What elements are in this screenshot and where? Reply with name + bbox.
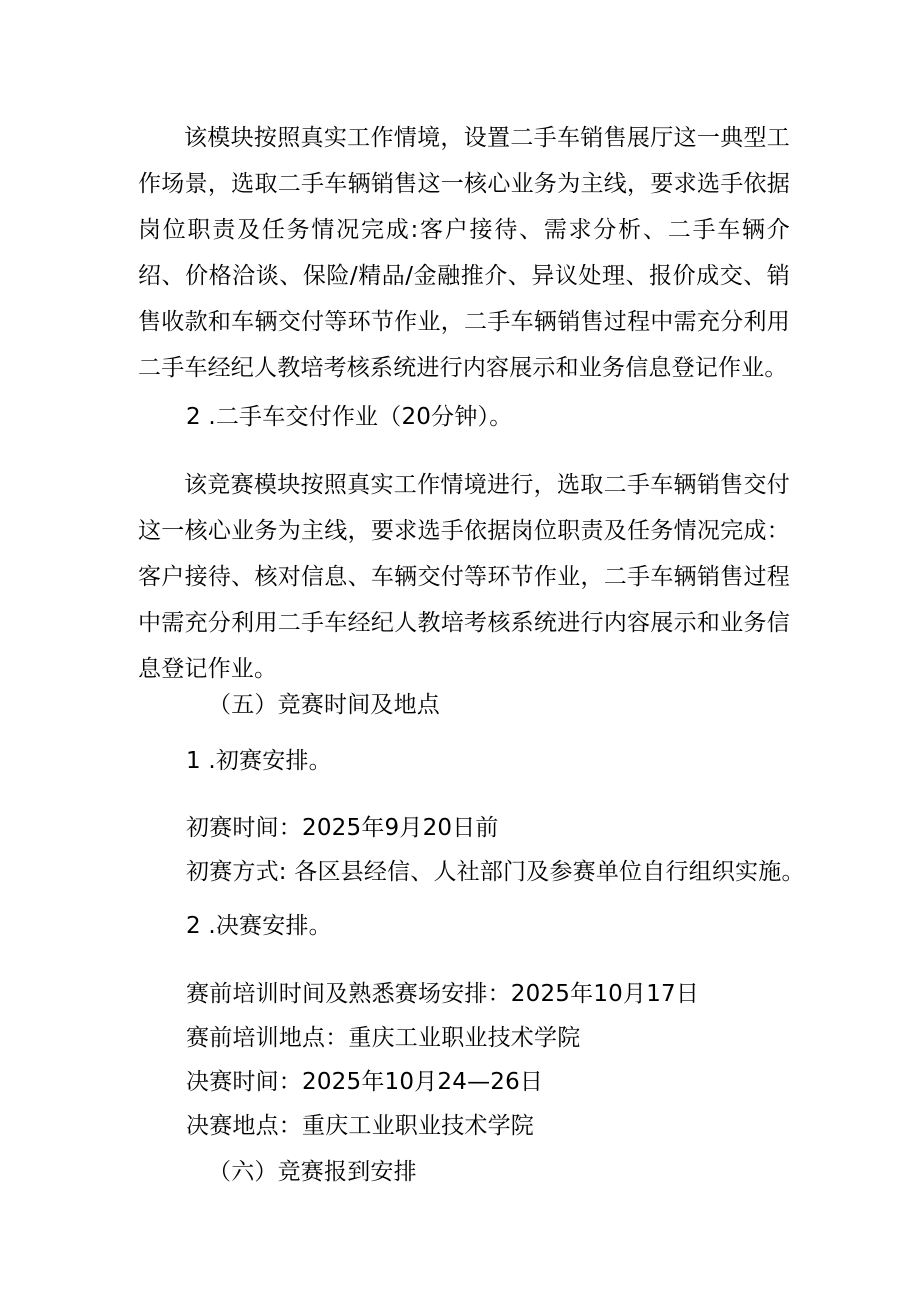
preliminary-arrangement-heading: 1 .初赛安排。 — [186, 748, 332, 774]
preliminary-method-line: 初赛方式: 各区县经信、人社部门及参赛单位自行组织实施。 — [186, 859, 805, 885]
section-5-heading: （五）竞赛时间及地点 — [208, 692, 440, 718]
final-time-line: 决赛时间：2025年10月24—26日 — [186, 1069, 544, 1095]
final-arrangement-heading: 2 .决赛安排。 — [186, 913, 332, 939]
preliminary-time-line: 初赛时间：2025年9月20日前 — [186, 815, 499, 841]
module-description-paragraph: 该模块按照真实工作情境，设置二手车销售展厅这一典型工作场景，选取二手车辆销售这一核心业务为主线，要求选手依据岗位职责及任务情况完成:客户接待、需求分析、二手车辆介绍、价格洽谈、保险/精品/金融推介、异议处理、报价成交、销售收款和车辆交付等环节作业，二手车辆销售过程中需充分利用二手车经纪人教培考核系统进行内容展示和业务信息登记作业。 — [138, 125, 790, 381]
training-time-line: 赛前培训时间及熟悉赛场安排：2025年10月17日 — [186, 981, 700, 1007]
section-6-heading: （六）竞赛报到安排 — [208, 1159, 417, 1185]
delivery-module-paragraph: 该竞赛模块按照真实工作情境进行，选取二手车辆销售交付这一核心业务为主线，要求选手依据岗位职责及任务情况完成：客户接待、核对信息、车辆交付等环节作业，二手车辆销售过程中需充分利用二手车经纪人教培考核系统进行内容展示和业务信息登记作业。 — [138, 472, 790, 682]
item-2-heading: 2 .二手车交付作业（20分钟）。 — [186, 404, 513, 430]
final-place-line: 决赛地点：重庆工业职业技术学院 — [186, 1113, 534, 1139]
training-place-line: 赛前培训地点：重庆工业职业技术学院 — [186, 1025, 581, 1051]
